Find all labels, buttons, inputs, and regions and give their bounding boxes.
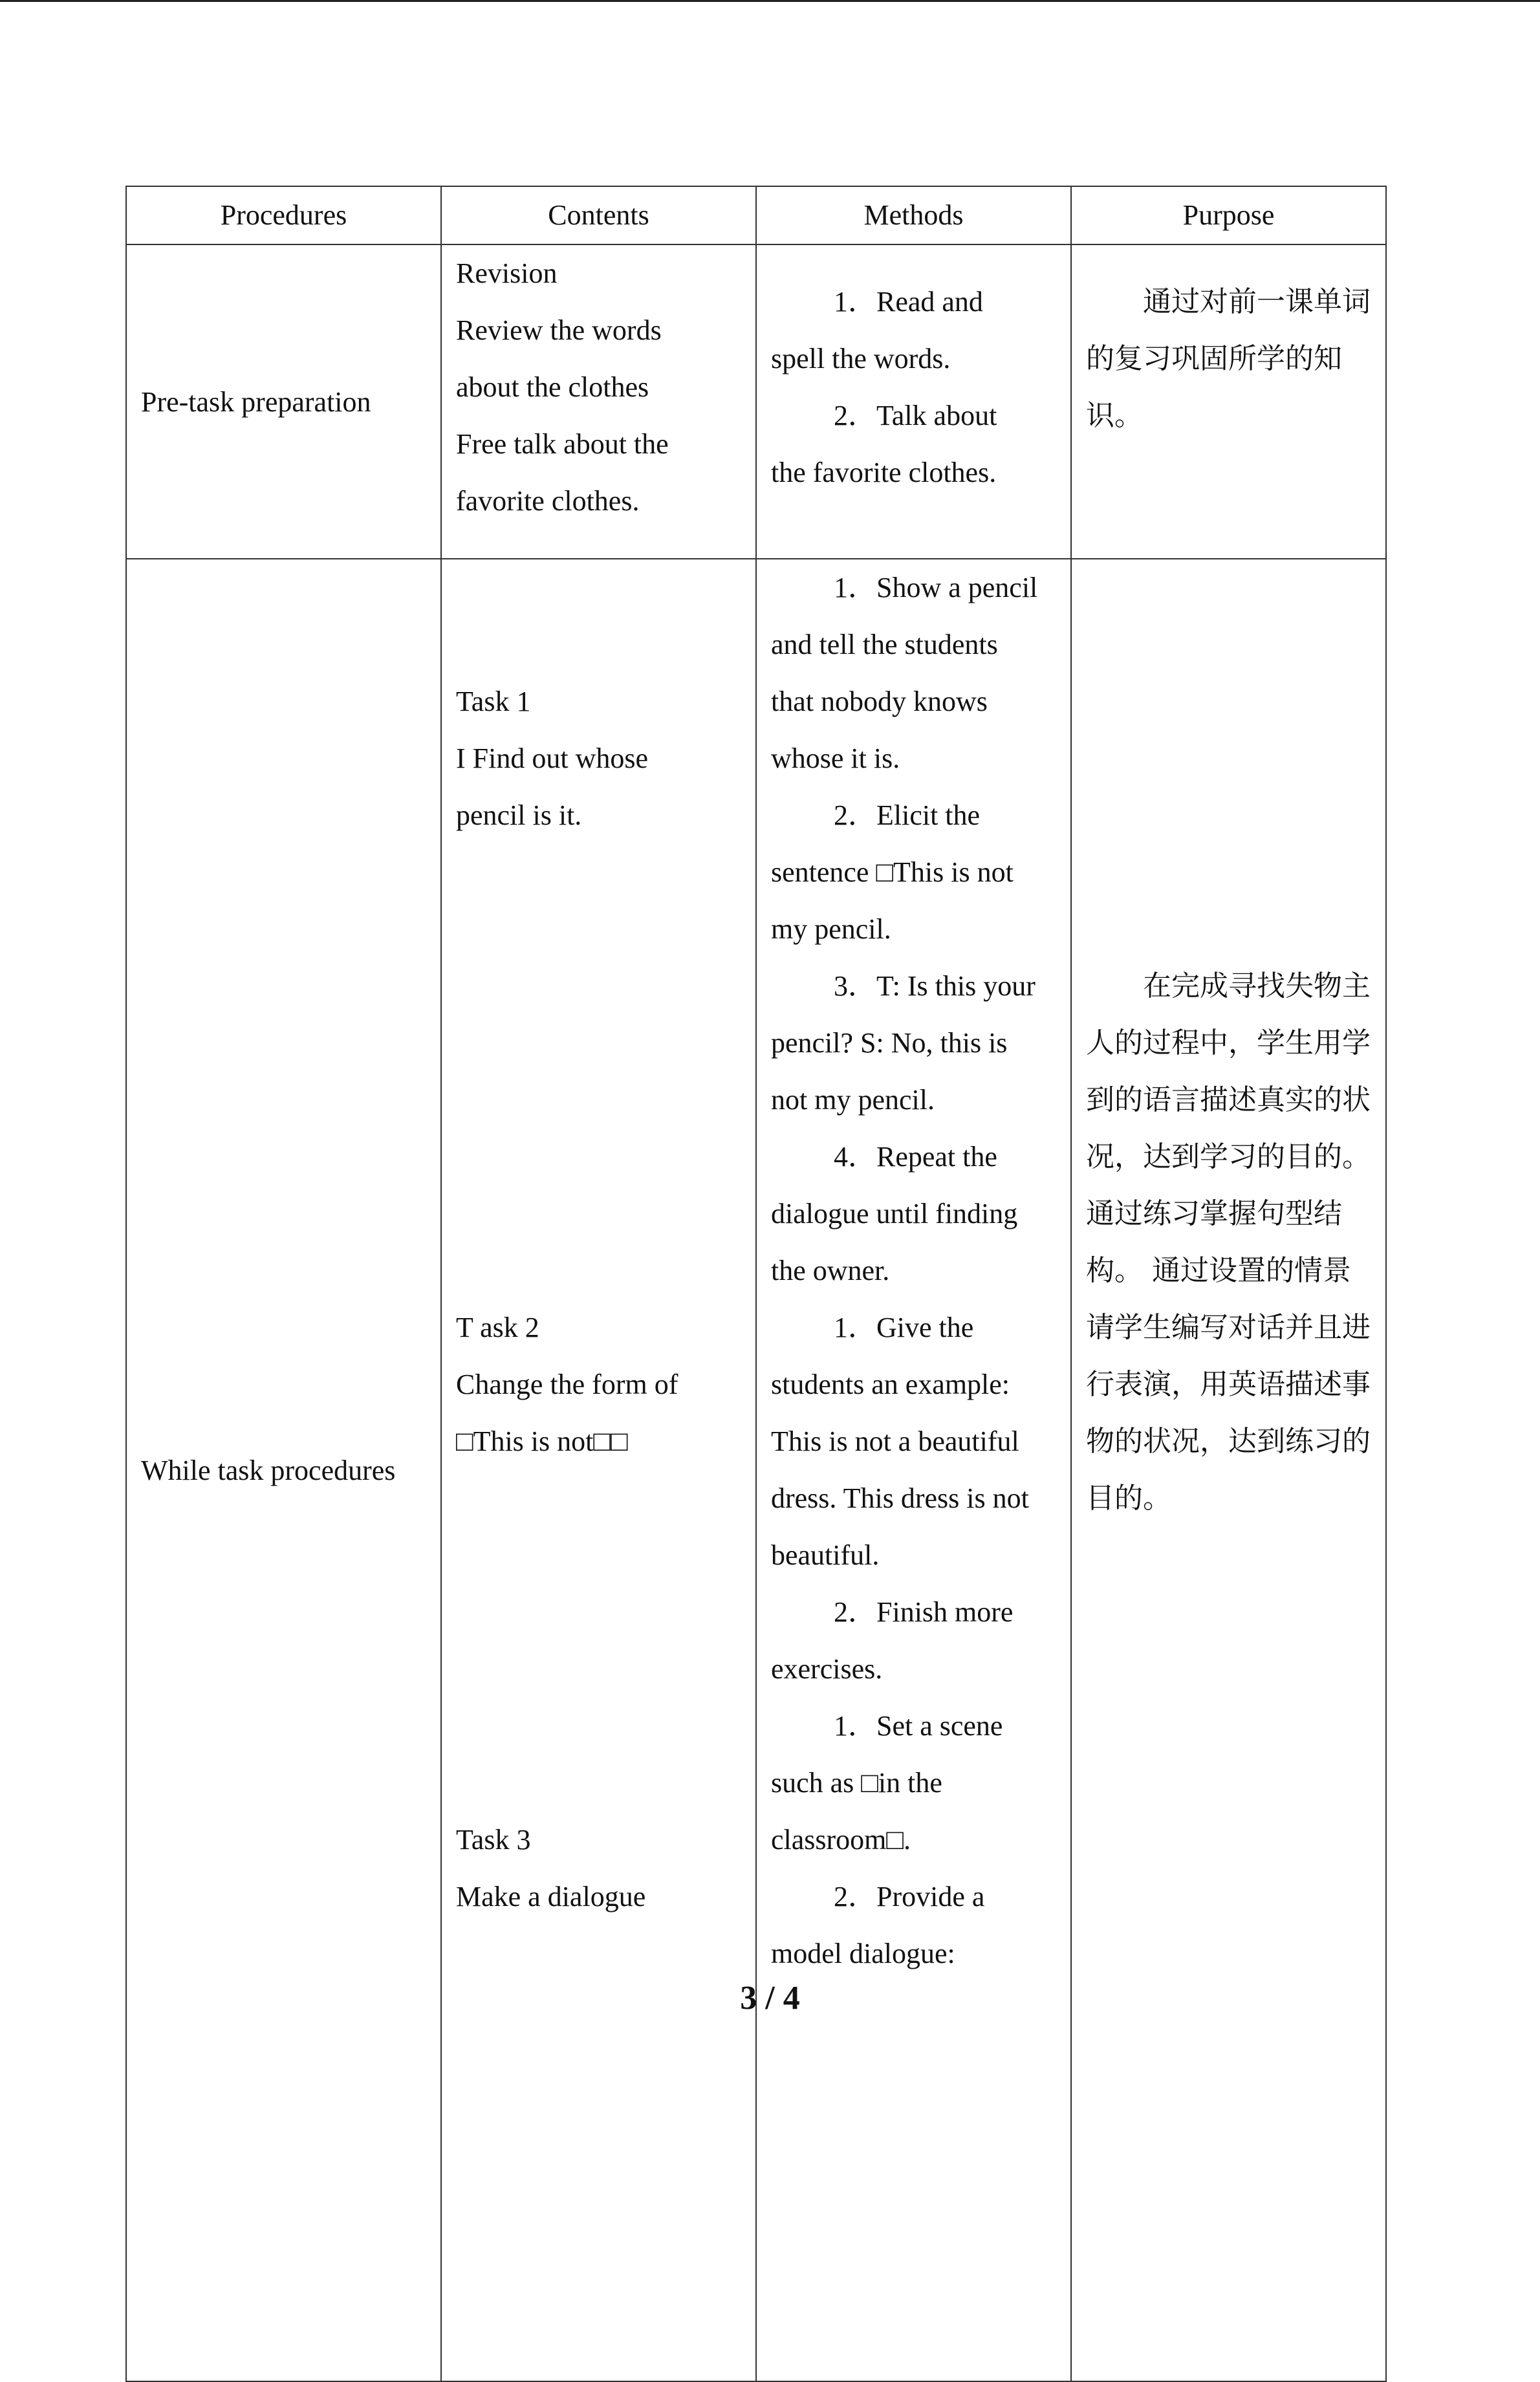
- task1-line: pencil is it.: [456, 799, 582, 831]
- header-contents: Contents: [441, 186, 756, 244]
- method-line: the favorite clothes.: [771, 457, 997, 488]
- table-row-pre-task: [126, 244, 1386, 559]
- method-line: dress. This dress is not: [771, 1482, 1029, 1514]
- pre-task-purpose: 通过对前一课单词的复习巩固所学的知识。: [1086, 285, 1371, 432]
- method-line: students an example:: [771, 1369, 1010, 1400]
- method-line: This is not a beautiful: [771, 1425, 1019, 1457]
- method-line: 1．Show a pencil: [834, 572, 1038, 603]
- task2-line: □This is not□□: [456, 1425, 628, 1457]
- task2-line: Change the form of: [456, 1369, 678, 1400]
- while-task-contents: [441, 559, 756, 2381]
- method-line: classroom□.: [771, 1824, 911, 1856]
- method-line: beautiful.: [771, 1539, 880, 1571]
- pre-task-content-line: favorite clothes.: [456, 485, 640, 517]
- table-row-while-task: [126, 559, 1386, 2381]
- task1-line: Task 1: [456, 686, 531, 717]
- pre-task-content-line: about the clothes: [456, 371, 649, 403]
- header-methods: Methods: [756, 186, 1071, 244]
- task3-block: [456, 1812, 741, 1925]
- while-task-procedure: While task procedures: [126, 559, 441, 2381]
- while-task-purpose-cell: [1071, 559, 1386, 2381]
- top-border-line: [0, 0, 1540, 2]
- while-task-methods-list: [771, 559, 1056, 1982]
- spacer: [456, 1470, 741, 1812]
- pre-task-content-line: Revision: [456, 257, 558, 289]
- task3-line: Task 3: [456, 1824, 531, 1856]
- header-procedures: Procedures: [126, 186, 441, 244]
- page-number: 3 / 4: [740, 1980, 800, 2017]
- method-line: 2．Elicit the: [834, 799, 981, 831]
- method-line: dialogue until finding: [771, 1198, 1018, 1229]
- task1-line: I Find out whose: [456, 742, 648, 774]
- method-line: exercises.: [771, 1653, 883, 1685]
- task2-block: [456, 1299, 741, 1470]
- method-line: 3．T: Is this your: [834, 970, 1036, 1002]
- header-purpose: Purpose: [1071, 186, 1386, 244]
- method-line: my pencil.: [771, 913, 891, 945]
- method-line: whose it is.: [771, 742, 900, 774]
- method-line: 1．Give the: [834, 1312, 974, 1343]
- table-header-row: [126, 186, 1386, 244]
- spacer: [456, 844, 741, 1299]
- method-line: that nobody knows: [771, 686, 988, 717]
- method-line: not my pencil.: [771, 1084, 935, 1116]
- method-line: 4．Repeat the: [834, 1141, 997, 1173]
- method-line: 2．Finish more: [834, 1596, 1014, 1628]
- pre-task-purpose-cell: [1071, 244, 1386, 559]
- pre-task-methods-list: [771, 274, 1056, 501]
- while-task-methods: [756, 559, 1071, 2381]
- method-line: 2．Talk about: [834, 400, 997, 431]
- lesson-plan-table: [125, 186, 1387, 2382]
- method-line: 1．Read and: [834, 286, 983, 318]
- method-line: pencil? S: No, this is: [771, 1027, 1008, 1059]
- method-line: sentence □This is not: [771, 856, 1014, 888]
- method-line: 2．Provide a: [834, 1881, 985, 1912]
- pre-task-content-line: Review the words: [456, 314, 662, 346]
- task3-line: Make a dialogue: [456, 1881, 646, 1912]
- method-line: model dialogue:: [771, 1938, 955, 1969]
- method-line: 1．Set a scene: [834, 1710, 1003, 1742]
- pre-task-content-line: Free talk about the: [456, 428, 669, 460]
- method-line: and tell the students: [771, 629, 998, 660]
- task1-block: [456, 673, 741, 844]
- while-task-purpose: 在完成寻找失物主人的过程中，学生用学到的语言描述真实的状况，达到学习的目的。通过练习掌握句型结构。 通过设置的情景请学生编写对话并且进行表演，用英语描述事物的状况，达到练习的目的。: [1086, 969, 1371, 1515]
- pre-task-methods: [756, 244, 1071, 559]
- task2-line: T ask 2: [456, 1312, 539, 1343]
- pre-task-contents: [441, 244, 756, 559]
- pre-task-procedure: Pre-task preparation: [126, 244, 441, 559]
- method-line: spell the words.: [771, 343, 951, 374]
- method-line: such as □in the: [771, 1767, 942, 1799]
- method-line: the owner.: [771, 1255, 890, 1286]
